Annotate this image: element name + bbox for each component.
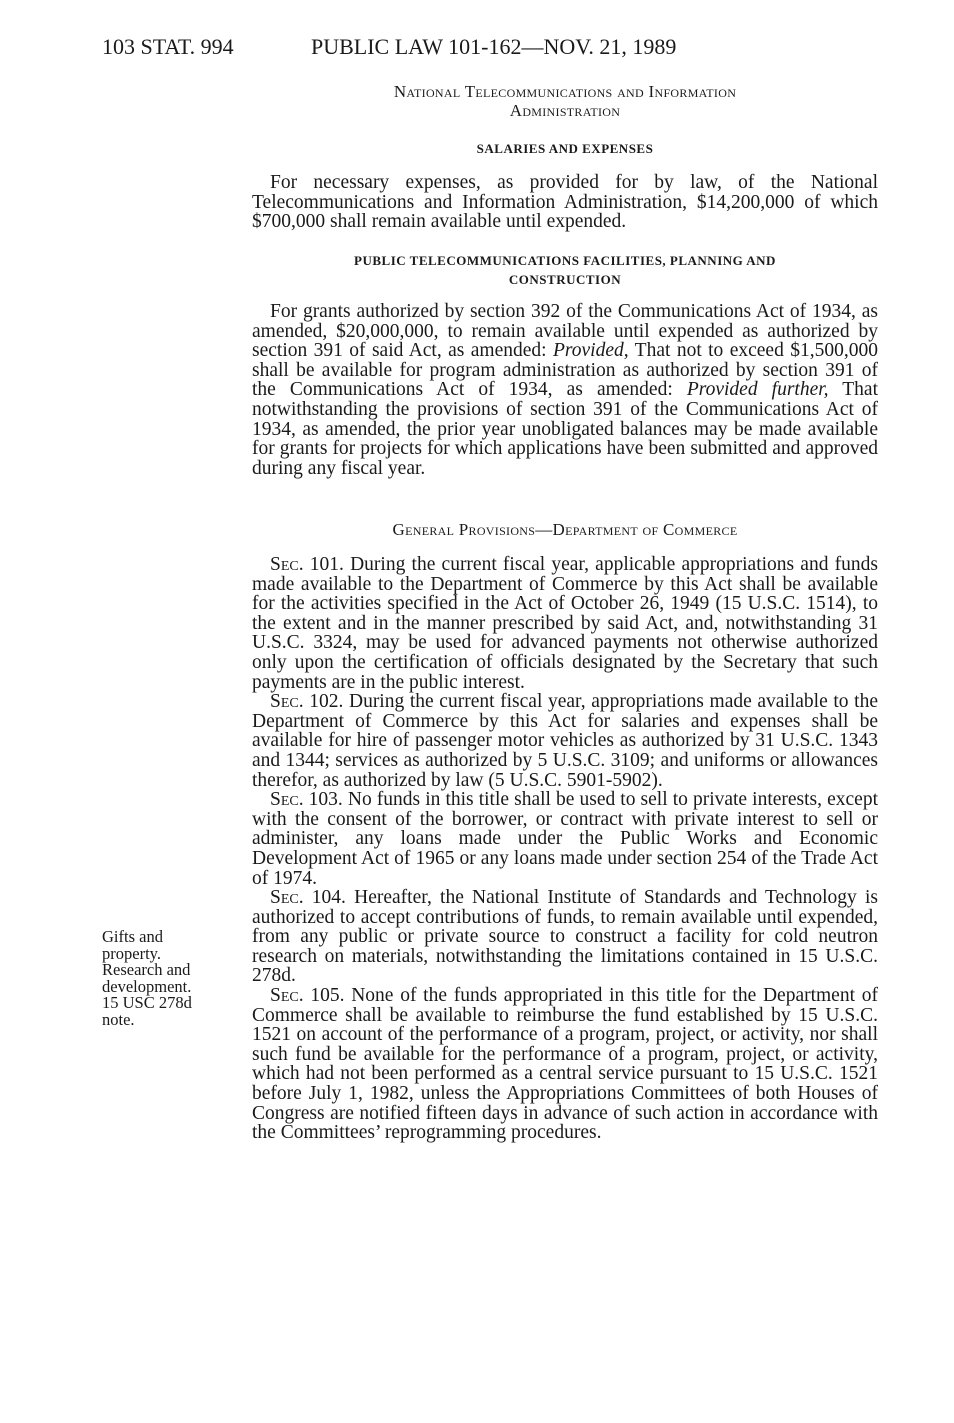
section-103 <box>252 790 878 888</box>
section-text: During the current fiscal year, applicable appropriations and funds made available to the Department of Commerce by this Act shall be available for the activities specified in the Act of October 26, 1949 (15 U.S.C. 1514), to the extent and in the manner prescribed by said Act, and, notwithstanding 31 U.S.C. 3324, may be used for advanced payments not otherwise authorized only upon the certification of officials designated by the Secretary that such payments are in the public interest. <box>252 554 878 693</box>
heading-line: CONSTRUCTION <box>508 272 622 287</box>
page-reference: 103 STAT. 994 <box>102 34 234 59</box>
margin-line: property. <box>102 943 161 963</box>
section-104 <box>252 888 878 986</box>
running-header: PUBLIC LAW 101-162—NOV. 21, 1989 <box>311 34 677 59</box>
proviso: Provided, <box>552 340 629 362</box>
section-105 <box>252 986 878 1143</box>
section-101 <box>252 555 878 692</box>
margin-line: development. <box>102 976 192 996</box>
general-provisions-heading: General Provisions—Department of Commerce <box>392 520 738 539</box>
sections-body <box>252 555 878 1143</box>
section-text: None of the funds appropriated in this title for the Department of Commerce shall be available to reimburse the fund established by 15 U.S.C. 1521 on account of the performance of a program, project, or activity, nor shall such fund be available for the performance of a program, project, or activity, which had not been performed as a central service pursuant to 15 U.S.C. 1521 before July 1, 1982, unless the Appropriations Committees of both Houses of Congress are notified fifteen days in advance of such action in accordance with the Committees’ reprogramming procedures. <box>252 985 878 1144</box>
margin-line: Research and <box>102 960 191 980</box>
text: That notwithstanding the provisions of section 391 of the Communications Act of 1934, as amended, the prior year unobligated balances may be made available for grants for projects for which applications have been submitted and approved during any fiscal year. <box>252 379 879 479</box>
margin-note <box>102 929 242 1029</box>
subheading <box>252 251 878 289</box>
section-number: Sec. 105. <box>270 985 345 1007</box>
margin-line: 15 USC 278d <box>102 993 192 1013</box>
section-text: Hereafter, the National Institute of Standards and Technology is authorized to accept contributions of funds, to remain available until expended, from any public or private source to construct a facility for cold neutron research on materials, notwithstanding the limitations contained in 15 U.S.C. 278d. <box>252 887 878 987</box>
text: That not to exceed $1,500,000 shall be available for program administration as authorized by section 391 of the Communications Act of 1934, as amended: <box>252 340 878 401</box>
margin-line: Gifts and <box>102 927 163 946</box>
text: For grants authorized by section 392 of the Communications Act of 1934, as amended, $20,000,000, to remain available until expended as authorized by section 391 of said Act, as amended: <box>252 301 878 362</box>
section-number: Sec. 101. <box>270 554 344 575</box>
paragraph: For necessary expenses, as provided for by law, of the National Telecommunications and Information Administration, $14,200,000 of which $700,000 shall remain available until expended. <box>252 172 878 233</box>
section-text: During the current fiscal year, appropriations made available to the Department of Commerce by this Act for salaries and expenses shall be available for hire of passenger motor vehicles as authorized by 31 U.S.C. 1343 and 1344; services as authorized by 5 U.S.C. 3109; and uniforms or allowances therefor, as authorized by law (5 U.S.C. 5901-5902). <box>252 691 878 791</box>
subheading: SALARIES AND EXPENSES <box>476 141 654 156</box>
heading-line: Administration <box>509 101 621 120</box>
proviso: Provided further, <box>686 379 829 401</box>
section-number: Sec. 103. <box>270 789 343 811</box>
agency-heading <box>252 82 878 120</box>
section-text: No funds in this title shall be used to sell to private interests, except with the consent of the borrower, or contract with private interest to sell or administer, any loans made under the Public Works and Economic Development Act of 1965 or any loans made under section 254 of the Trade Act of 1974. <box>252 789 878 889</box>
paragraph <box>252 302 878 478</box>
margin-line: note. <box>102 1009 135 1029</box>
section-102 <box>252 692 878 790</box>
section-number: Sec. 104. <box>270 887 346 909</box>
section-number: Sec. 102. <box>270 691 344 713</box>
heading-line: National Telecommunications and Information <box>393 82 737 101</box>
heading-line: PUBLIC TELECOMMUNICATIONS FACILITIES, PLANNING AND <box>354 253 776 268</box>
